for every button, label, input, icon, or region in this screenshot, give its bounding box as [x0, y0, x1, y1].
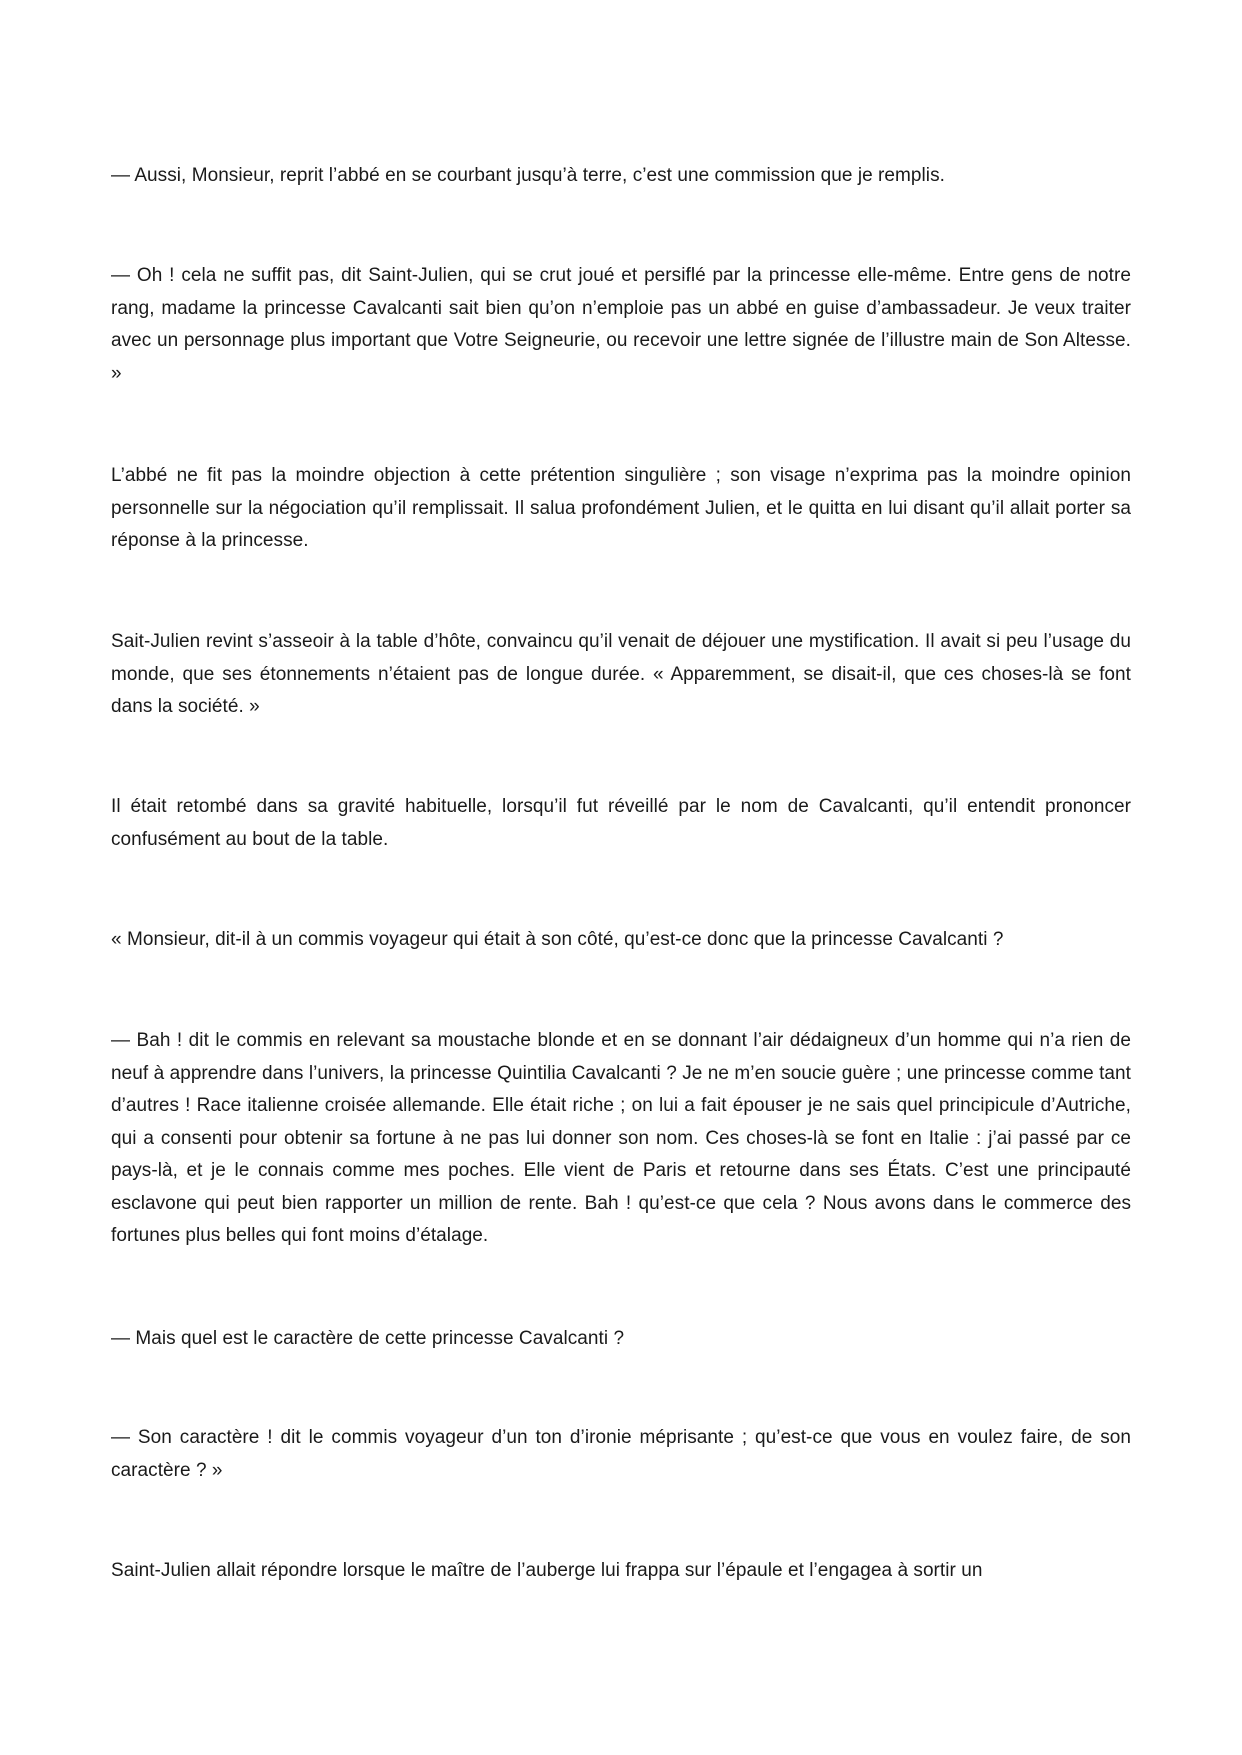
paragraph-2: — Oh ! cela ne suffit pas, dit Saint-Julien, qui se crut joué et persiflé par la princesse elle-même. Entre gens de notre rang, madame la princesse Cavalcanti sait bien qu’on n’emploie pas un abbé en guise d’ambassadeur. Je veux traiter avec un personnage plus important que Votre Seigneurie, ou recevoir une lettre signée de l’illustre main de Son Altesse. » — [111, 265, 1131, 384]
paragraph-4: Sait-Julien revint s’asseoir à la table d’hôte, convaincu qu’il venait de déjouer une mystification. Il avait si peu l’usage du monde, que ses étonnements n’étaient pas de longue durée. « Apparemment, se disait-il, que ces choses-là se font dans la société. » — [111, 631, 1131, 717]
paragraph-7: — Bah ! dit le commis en relevant sa moustache blonde et en se donnant l’air dédaigneux d’un homme qui n’a rien de neuf à apprendre dans l’univers, la princesse Quintilia Cavalcanti ? Je ne m’en soucie guère ; une princesse comme tant d’autres ! Race italienne croisée allemande. Elle était riche ; on lui a fait épouser je ne sais quel principicule d’Autriche, qui a consenti pour obtenir sa fortune à ne pas lui donner son nom. Ces choses-là se font en Italie : j’ai passé par ce pays-là, et je le connais comme mes poches. Elle vient de Paris et retourne dans ses États. C’est une principauté esclavone qui peut bien rapporter un million de rente. Bah ! qu’est-ce que cela ? Nous avons dans le commerce des fortunes plus belles qui font moins d’étalage. — [111, 1030, 1131, 1246]
paragraph-1: — Aussi, Monsieur, reprit l’abbé en se courbant jusqu’à terre, c’est une commission que je remplis. — [111, 165, 945, 186]
paragraph-6: « Monsieur, dit-il à un commis voyageur qui était à son côté, qu’est-ce donc que la princesse Cavalcanti ? — [111, 929, 1004, 950]
paragraph-9: — Son caractère ! dit le commis voyageur d’un ton d’ironie méprisante ; qu’est-ce que vous en voulez faire, de son caractère ? » — [111, 1427, 1131, 1481]
paragraph-10: Saint-Julien allait répondre lorsque le maître de l’auberge lui frappa sur l’épaule et l’engagea à sortir un — [111, 1560, 983, 1581]
paragraph-5: Il était retombé dans sa gravité habituelle, lorsqu’il fut réveillé par le nom de Cavalcanti, qu’il entendit prononcer confusément au bout de la table. — [111, 796, 1131, 850]
paragraph-8: — Mais quel est le caractère de cette princesse Cavalcanti ? — [111, 1328, 625, 1349]
paragraph-3: L’abbé ne fit pas la moindre objection à cette prétention singulière ; son visage n’exprima pas la moindre opinion personnelle sur la négociation qu’il remplissait. Il salua profondément Julien, et le quitta en lui disant qu’il allait porter sa réponse à la princesse. — [111, 465, 1131, 551]
